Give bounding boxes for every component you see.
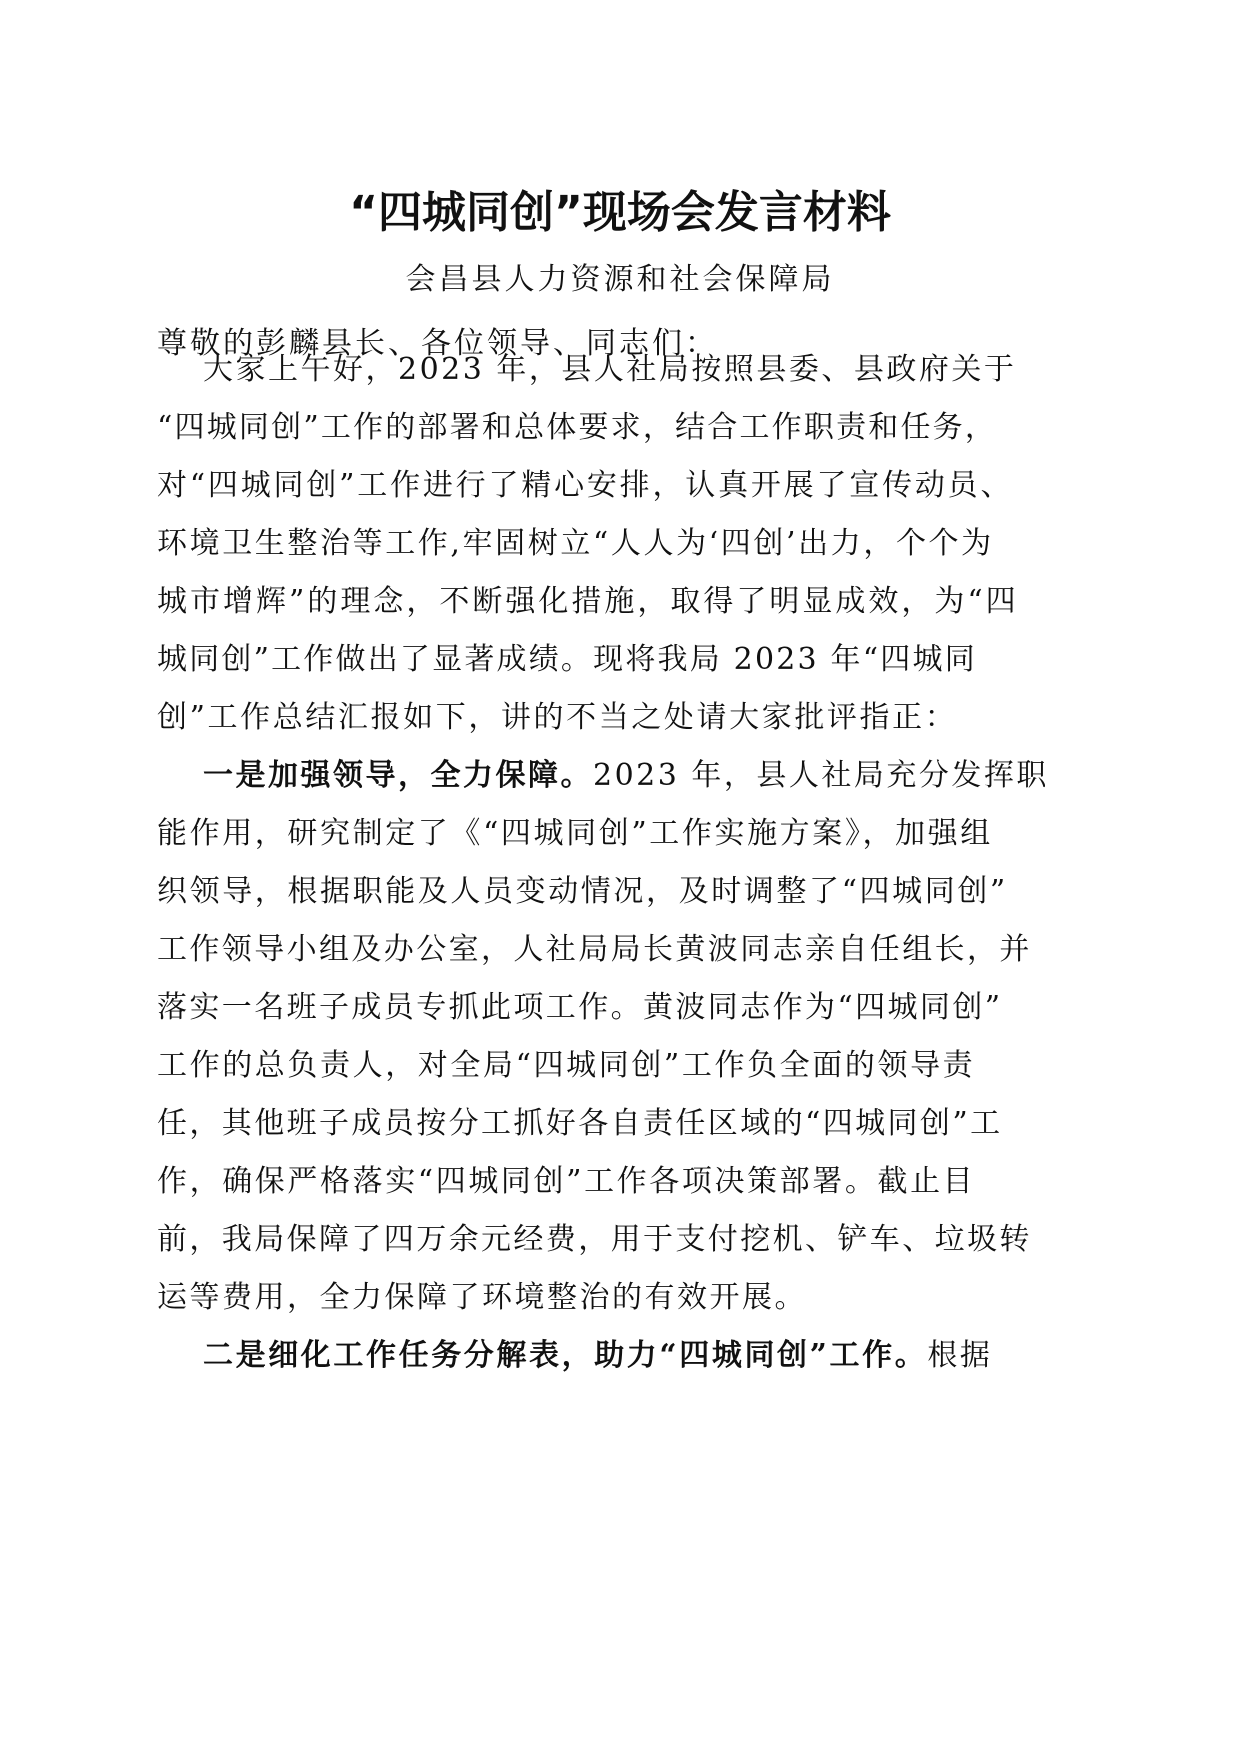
section1-line-5: 落实一名班子成员专抓此项工作。黄波同志作为“四城同创” bbox=[157, 990, 1003, 1025]
document-title: “四城同创”现场会发言材料 bbox=[349, 187, 891, 238]
intro-line-3: 对“四城同创”工作进行了精心安排，认真开展了宣传动员、 bbox=[157, 468, 1014, 503]
intro-line-7: 创”工作总结汇报如下，讲的不当之处请大家批评指正： bbox=[157, 700, 958, 735]
section1-line-7: 任，其他班子成员按分工抓好各自责任区域的“四城同创”工 bbox=[157, 1106, 1003, 1141]
section1-line-9: 前，我局保障了四万余元经费，用于支付挖机、铲车、垃圾转 bbox=[157, 1222, 1032, 1257]
section2-first-line bbox=[203, 1334, 993, 1378]
section1-line-10: 运等费用，全力保障了环境整治的有效开展。 bbox=[157, 1280, 807, 1315]
section1-line-3: 织领导，根据职能及人员变动情况，及时调整了“四城同创” bbox=[157, 874, 1008, 909]
greeting-line: 尊敬的彭麟县长、各位领导、同志们： bbox=[157, 326, 718, 361]
section1-line-6: 工作的总负责人，对全局“四城同创”工作负全面的领导责 bbox=[157, 1048, 976, 1083]
intro-line-5: 城市增辉”的理念，不断强化措施，取得了明显成效，为“四 bbox=[157, 584, 1019, 619]
section1-line-4: 工作领导小组及办公室，人社局局长黄波同志亲自任组长，并 bbox=[157, 932, 1032, 967]
section1-line-2: 能作用，研究制定了《“四城同创”工作实施方案》，加强组 bbox=[157, 816, 993, 851]
intro-line-4: 环境卫生整治等工作,牢固树立“人人为‘四创’出力，个个为 bbox=[157, 526, 994, 561]
intro-line-1: 大家上午好，2023 年，县人社局按照县委、县政府关于 bbox=[203, 352, 1017, 387]
section1-first-line-text: 2023 年，县人社局充分发挥职 bbox=[593, 758, 1049, 793]
intro-line-6: 城同创”工作做出了显著成绩。现将我局 2023 年“四城同 bbox=[157, 642, 977, 677]
section2-heading: 二是细化工作任务分解表，助力“四城同创”工作。 bbox=[203, 1338, 928, 1373]
document-subtitle: 会昌县人力资源和社会保障局 bbox=[405, 262, 835, 297]
section2-first-line-text: 根据 bbox=[927, 1338, 993, 1373]
intro-line-2: “四城同创”工作的部署和总体要求，结合工作职责和任务， bbox=[157, 410, 998, 445]
section1-heading: 一是加强领导，全力保障。 bbox=[203, 758, 593, 793]
section1-line-8: 作，确保严格落实“四城同创”工作各项决策部署。截止目 bbox=[157, 1164, 976, 1199]
section1-first-line bbox=[203, 754, 1049, 798]
